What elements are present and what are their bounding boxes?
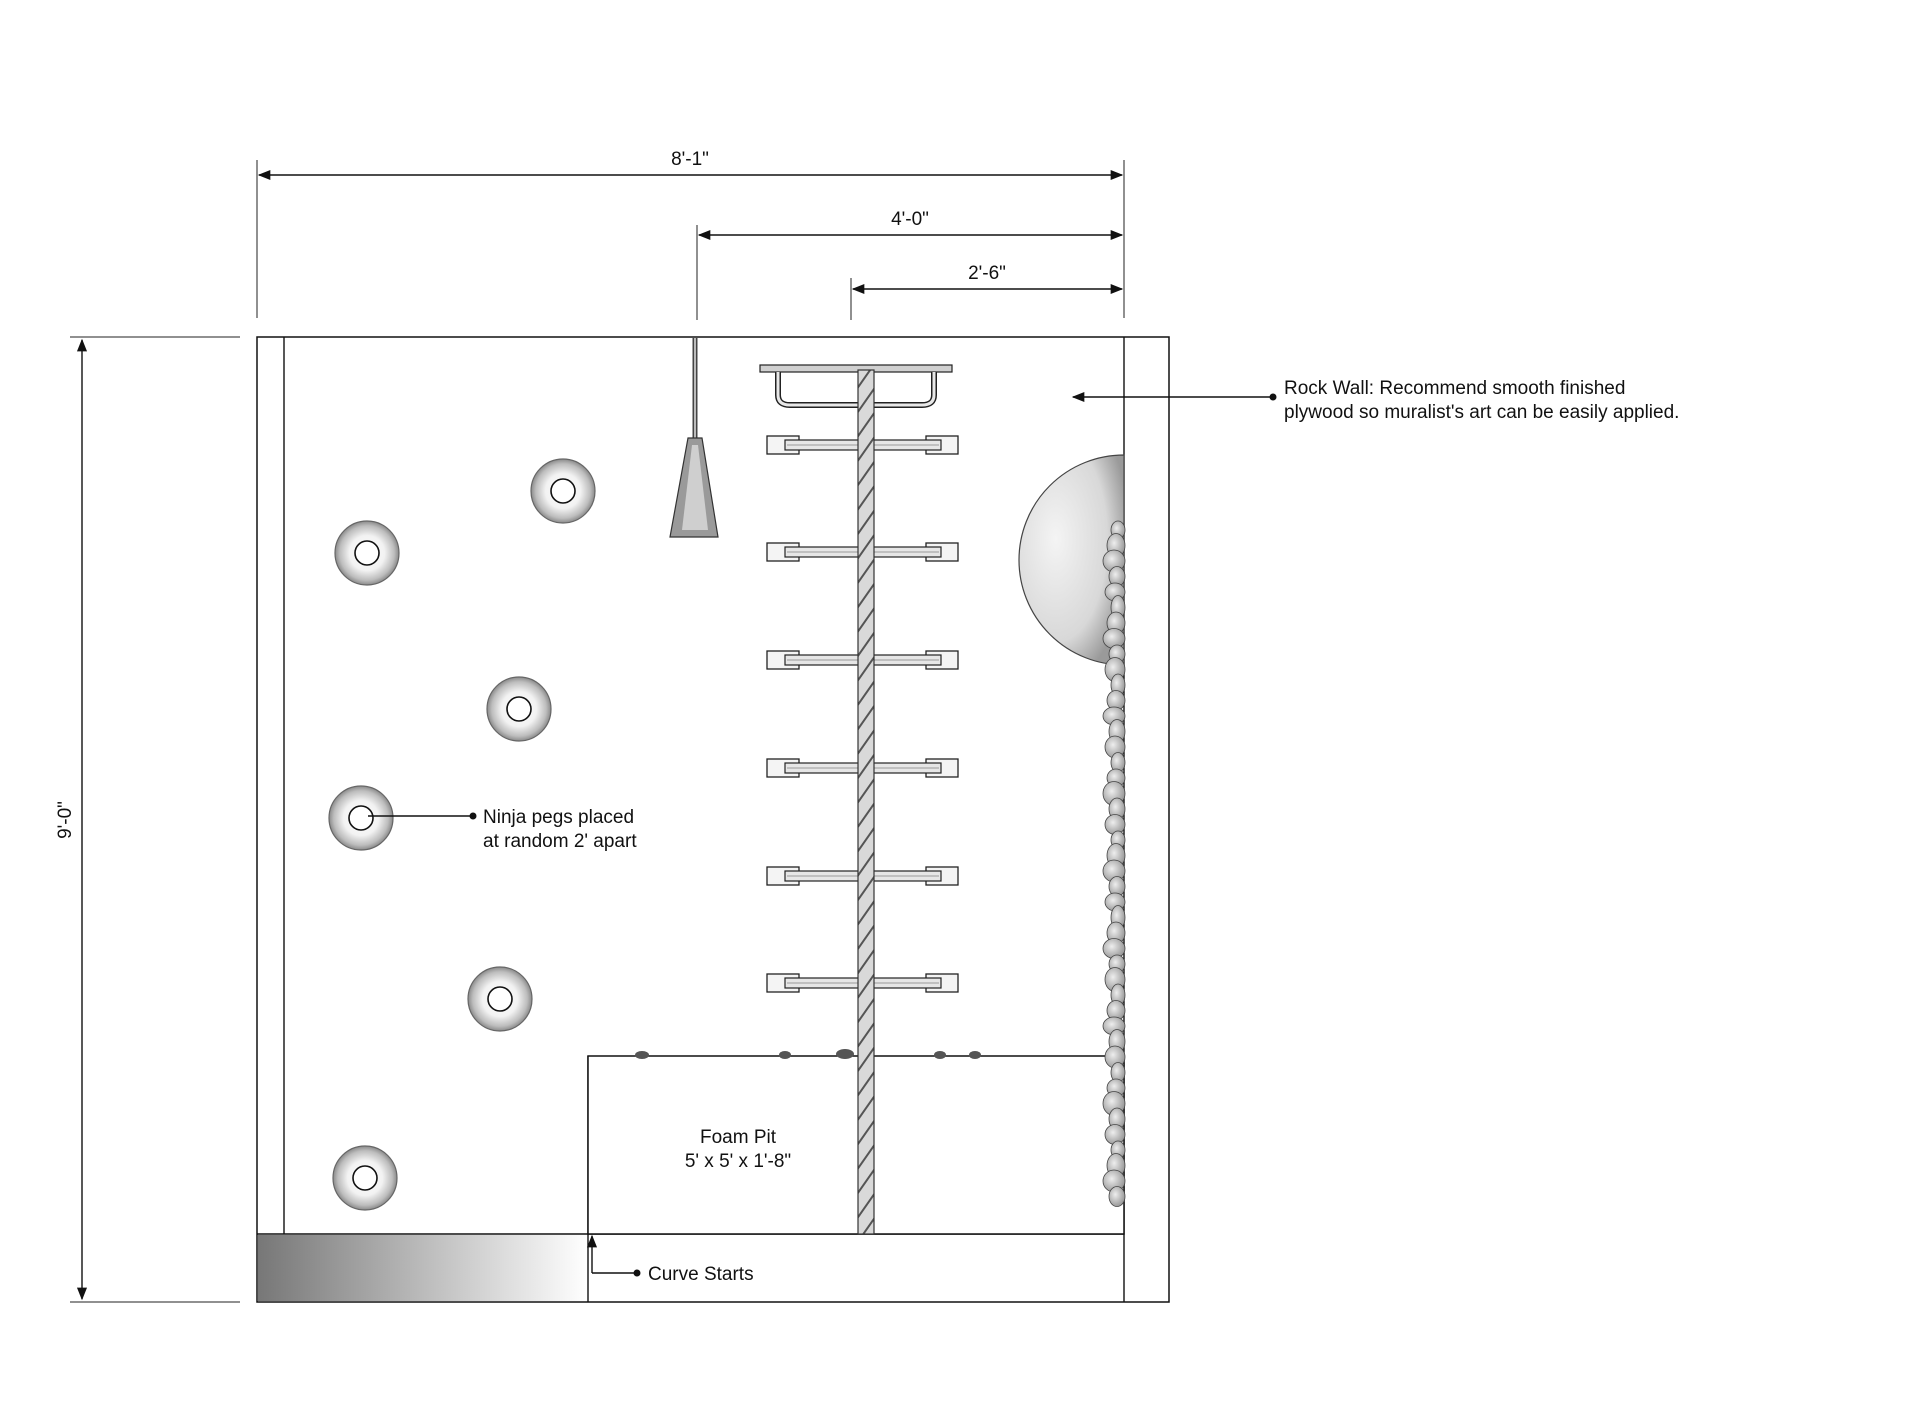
ninja-peg-icon [487,677,551,741]
pegs-note-line2: at random 2' apart [483,831,637,852]
pegs-note-line1: Ninja pegs placed [483,807,635,828]
rock-wall-note-line2: plywood so muralist's art can be easily applied. [1284,402,1680,423]
ladder-offset-label: 4'-0" [891,209,929,230]
climbing-rope-icon [858,370,874,1234]
ninja-peg-icon [531,459,595,523]
foam-pit-title: Foam Pit [699,1127,777,1148]
foam-pit [588,1049,1124,1234]
ninja-peg-icon [329,786,393,850]
overall-height-label: 9'-0" [55,801,76,839]
rope-offset-label: 2'-6" [968,263,1006,284]
curve-shading [258,1235,588,1301]
ninja-peg-icon [333,1146,397,1210]
rock-wall-note-line1: Rock Wall: Recommend smooth finished [1284,378,1626,399]
rock-hold-icon [1109,1187,1125,1207]
curve-note: Curve Starts [648,1264,754,1285]
overall-width-label: 8'-1" [671,149,709,170]
foam-pit-size: 5' x 5' x 1'-8" [684,1151,792,1172]
ninja-peg-icon [335,521,399,585]
foam-pit-box [588,1056,1124,1234]
ninja-peg-icon [468,967,532,1031]
